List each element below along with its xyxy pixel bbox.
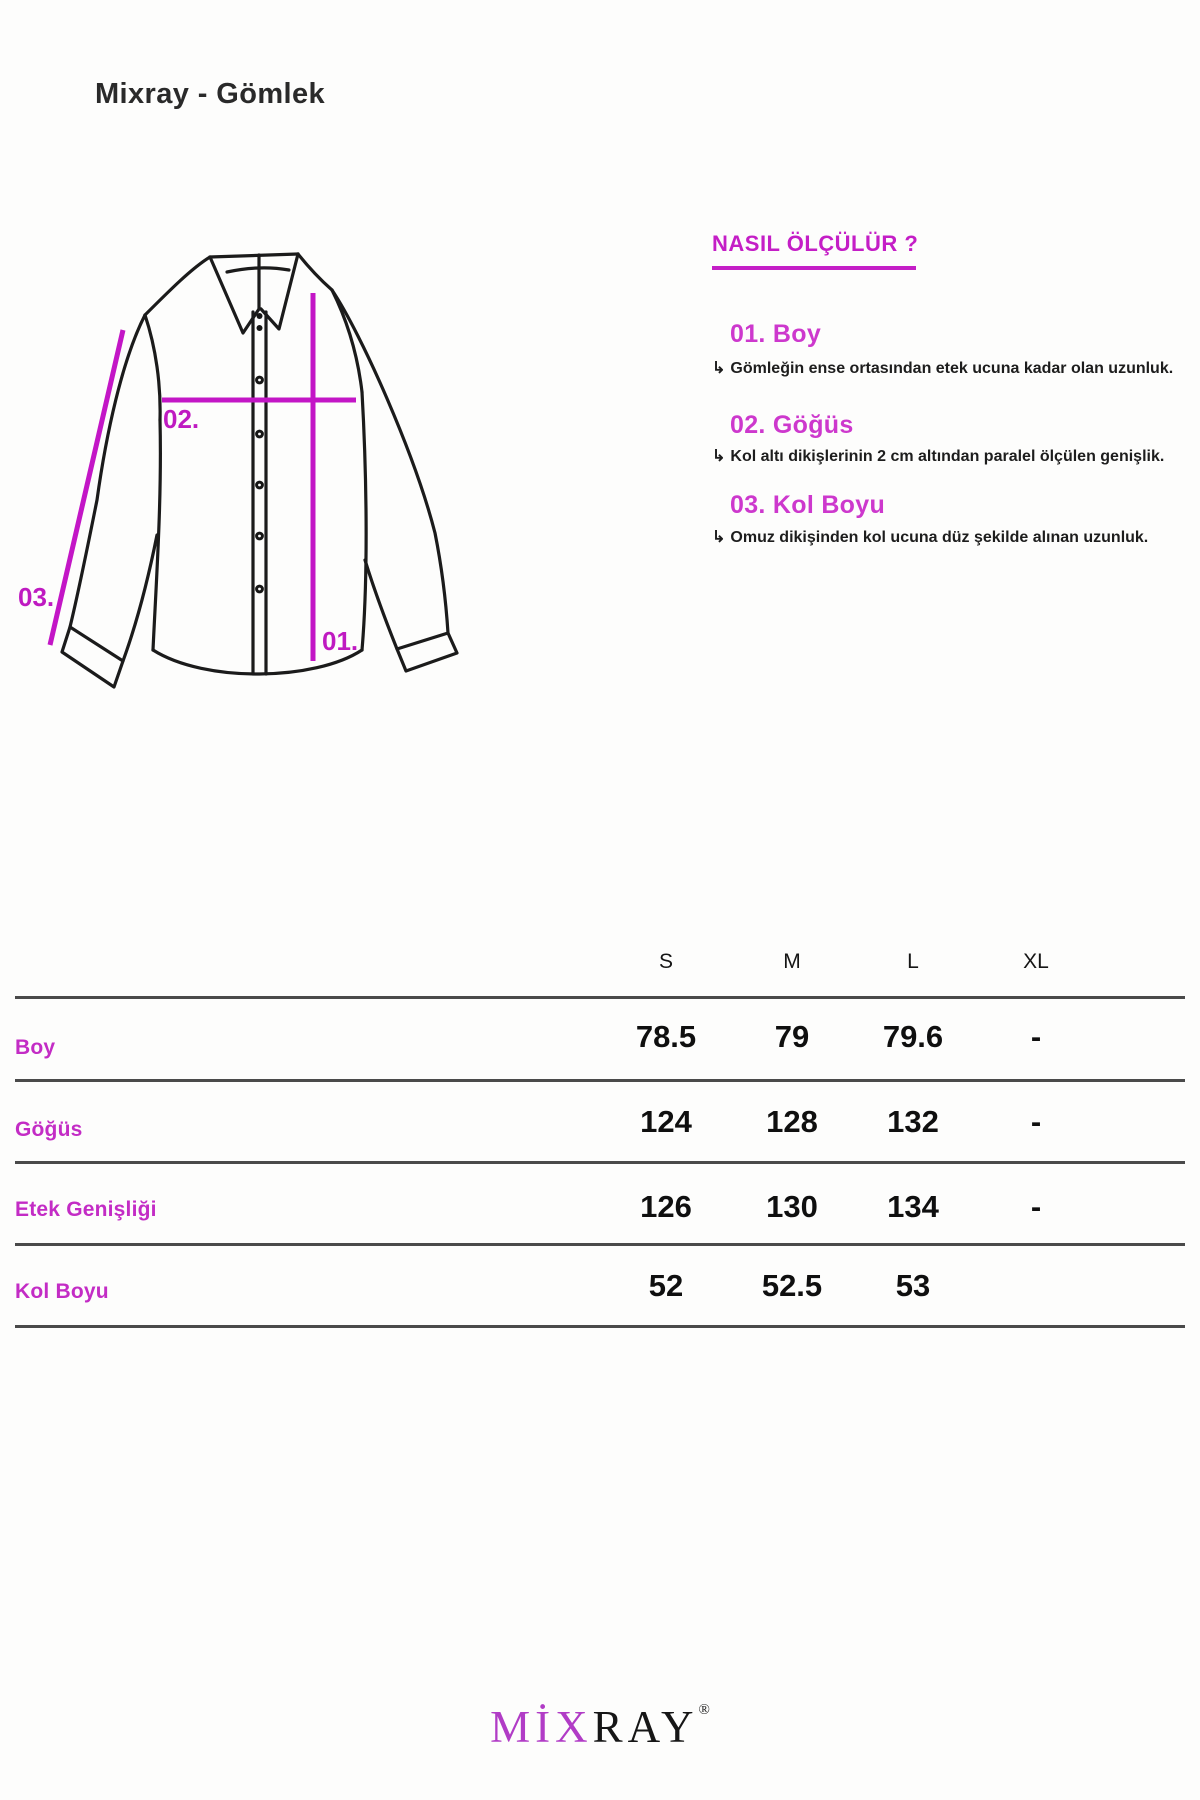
table-row-label-gogus: Göğüs	[15, 1118, 83, 1141]
table-row-label-etek-genisligi: Etek Genişliği	[15, 1198, 157, 1221]
table-cell: -	[1030, 1104, 1042, 1139]
size-column-header-l: L	[907, 950, 919, 973]
page-title: Mixray - Gömlek	[95, 78, 326, 110]
size-column-header-m: M	[783, 950, 801, 973]
howto-item-heading-boy: 01. Boy	[730, 320, 822, 348]
length-measure-label: 01.	[322, 626, 359, 656]
brand-logo-ray: RAY	[592, 1702, 699, 1752]
table-cell: 52.5	[761, 1268, 823, 1303]
table-cell: 132	[887, 1104, 939, 1139]
return-arrow-icon: ↳	[712, 448, 726, 465]
table-cell: 126	[640, 1189, 692, 1224]
registered-mark-icon: ®	[698, 1702, 710, 1718]
table-row-label-boy: Boy	[15, 1036, 56, 1059]
table-divider	[15, 1243, 1185, 1246]
table-cell: 79.6	[882, 1019, 944, 1054]
return-arrow-icon: ↳	[712, 360, 726, 377]
table-divider	[15, 1161, 1185, 1164]
howto-item-desc-boy	[712, 361, 1173, 377]
table-cell: 78.5	[635, 1019, 697, 1054]
howto-item-desc-text: Omuz dikişinden kol ucuna düz şekilde alınan uzunluk.	[730, 529, 1149, 546]
table-cell: -	[1030, 1189, 1042, 1224]
shirt-measurement-diagram	[10, 200, 460, 700]
table-divider	[15, 1325, 1185, 1328]
table-cell: 52	[648, 1268, 684, 1303]
shirt-outline-drawing	[62, 254, 457, 687]
sleeve-measure-label: 03.	[18, 582, 55, 612]
size-column-header-s: S	[658, 950, 673, 973]
brand-logo	[0, 1703, 1200, 1750]
table-cell: 53	[895, 1268, 931, 1303]
table-cell: 128	[766, 1104, 818, 1139]
sleeve-measure-line	[50, 330, 123, 645]
howto-item-desc-text: Kol altı dikişlerinin 2 cm altından paralel ölçülen genişlik.	[730, 448, 1165, 465]
howto-item-desc-text: Gömleğin ense ortasından etek ucuna kadar olan uzunluk.	[730, 360, 1174, 377]
table-cell: -	[1030, 1019, 1042, 1054]
howto-section-title: NASIL ÖLÇÜLÜR ?	[712, 231, 919, 256]
table-cell: 124	[640, 1104, 692, 1139]
table-row-label-kol-boyu: Kol Boyu	[15, 1280, 109, 1303]
howto-item-desc-kol-boyu	[712, 530, 1148, 546]
howto-item-heading-gogus: 02. Göğüs	[730, 411, 854, 439]
table-divider	[15, 996, 1185, 999]
size-column-header-xl: XL	[1023, 950, 1049, 973]
howto-title-underline	[712, 266, 916, 270]
return-arrow-icon: ↳	[712, 529, 726, 546]
table-divider	[15, 1079, 1185, 1082]
table-cell: 130	[766, 1189, 818, 1224]
howto-item-desc-gogus	[712, 449, 1164, 465]
table-cell: 79	[774, 1019, 810, 1054]
table-cell: 134	[887, 1189, 939, 1224]
brand-logo-mix: MİX	[490, 1702, 593, 1752]
howto-item-heading-kol-boyu: 03. Kol Boyu	[730, 491, 886, 519]
shirt-buttons	[255, 313, 264, 593]
chest-measure-label: 02.	[163, 404, 200, 434]
